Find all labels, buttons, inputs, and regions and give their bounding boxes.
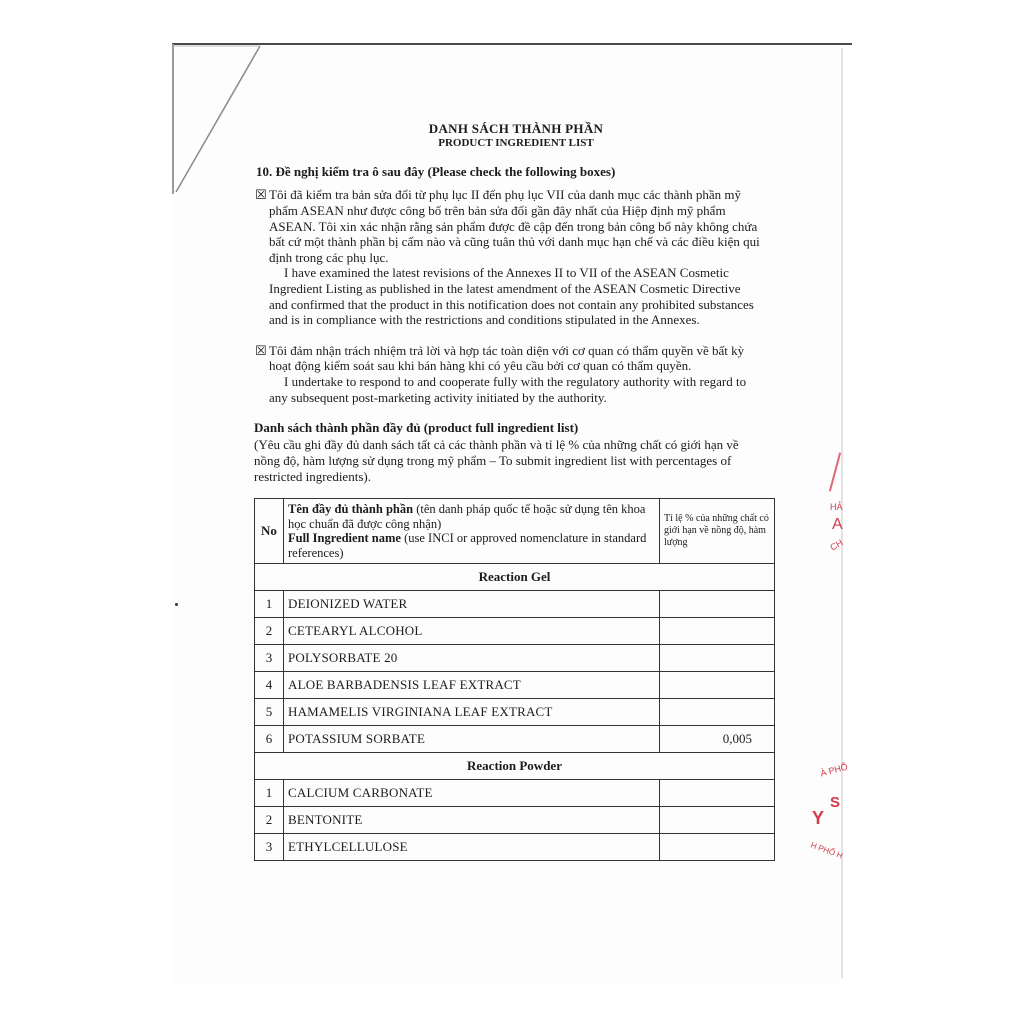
full-list-note-line-1: (Yêu cầu ghi đầy đủ danh sách tất cả các thành phần và tỉ lệ % của những chất có giới hạn về bbox=[254, 437, 739, 452]
check2-vn-line-2: hoạt động kiểm soát sau khi bán hàng khi có yêu cầu bởi cơ quan có thẩm quyền. bbox=[269, 358, 692, 373]
table-row bbox=[255, 807, 775, 834]
full-list-note-line-3: restricted ingredients). bbox=[254, 469, 371, 484]
section-heading: 10. Đề nghị kiểm tra ô sau đây (Please check the following boxes) bbox=[256, 164, 616, 179]
row-no: 2 bbox=[255, 807, 284, 834]
check1-en-line-1: I have examined the latest revisions of the Annexes II to VII of the ASEAN Cosmetic bbox=[284, 265, 729, 280]
header-no: No bbox=[255, 499, 284, 564]
row-no: 3 bbox=[255, 645, 284, 672]
stamp-fragment-5: S bbox=[830, 794, 841, 811]
header-name-en-rest: (use INCI or approved nomenclature in standard references) bbox=[288, 531, 647, 560]
row-ingredient: DEIONIZED WATER bbox=[284, 591, 660, 618]
row-no: 5 bbox=[255, 699, 284, 726]
row-percentage bbox=[660, 618, 775, 645]
check1-en-line-4: and is in compliance with the restrictions and conditions stipulated in the Annexes. bbox=[269, 312, 700, 327]
check1-en-line-3: and confirmed that the product in this notification does not contain any prohibited substances bbox=[269, 297, 754, 312]
table-row bbox=[255, 699, 775, 726]
stamp-fragment-4: À PHỐ bbox=[819, 761, 849, 779]
section-row bbox=[255, 753, 775, 780]
full-list-note-line-2: nồng độ, hàm lượng sử dụng trong mỹ phẩm – To submit ingredient list with percentages of bbox=[254, 453, 732, 468]
row-percentage bbox=[660, 672, 775, 699]
row-no: 1 bbox=[255, 780, 284, 807]
row-percentage bbox=[660, 591, 775, 618]
row-ingredient: POTASSIUM SORBATE bbox=[284, 726, 660, 753]
row-percentage bbox=[660, 807, 775, 834]
title-en: PRODUCT INGREDIENT LIST bbox=[438, 137, 594, 149]
stamp-fragment-1: HẢ bbox=[830, 502, 843, 512]
table-row bbox=[255, 591, 775, 618]
table-header-row bbox=[255, 499, 775, 564]
stamp-fragment-3: CH bbox=[828, 537, 845, 553]
row-no: 6 bbox=[255, 726, 284, 753]
full-list-heading: Danh sách thành phần đầy đủ (product full ingredient list) bbox=[254, 420, 579, 435]
header-name-vn-bold: Tên đầy đủ thành phần bbox=[288, 502, 414, 516]
checkbox-1-icon[interactable]: ☒ bbox=[255, 188, 267, 203]
row-percentage bbox=[660, 780, 775, 807]
row-percentage: 0,005 bbox=[660, 726, 775, 753]
row-percentage bbox=[660, 834, 775, 861]
ingredient-table bbox=[254, 498, 775, 861]
table-row bbox=[255, 672, 775, 699]
check1-vn-line-1: Tôi đã kiểm tra bản sửa đổi từ phụ lục II đến phụ lục VII của danh mục các thành phần mỹ bbox=[269, 187, 741, 202]
checkbox-2-icon[interactable]: ☒ bbox=[255, 344, 267, 359]
header-name-en-bold: Full Ingredient name bbox=[288, 531, 401, 545]
table-row bbox=[255, 726, 775, 753]
stamp-fragment-6: Y bbox=[812, 808, 825, 828]
check2-en-line-2: any subsequent post-marketing activity initiated by the authority. bbox=[269, 390, 607, 405]
row-ingredient: BENTONITE bbox=[284, 807, 660, 834]
stamp-fragment-2: A bbox=[832, 516, 843, 533]
row-percentage bbox=[660, 645, 775, 672]
row-ingredient: CETEARYL ALCOHOL bbox=[284, 618, 660, 645]
row-ingredient: ALOE BARBADENSIS LEAF EXTRACT bbox=[284, 672, 660, 699]
table-row bbox=[255, 618, 775, 645]
row-percentage bbox=[660, 699, 775, 726]
check1-vn-line-2: phẩm ASEAN như được công bố trên bản sửa đổi gần đây nhất của Hiệp định mỹ phẩm bbox=[269, 203, 726, 218]
table-row bbox=[255, 780, 775, 807]
row-no: 4 bbox=[255, 672, 284, 699]
row-ingredient: POLYSORBATE 20 bbox=[284, 645, 660, 672]
title-vn: DANH SÁCH THÀNH PHẦN bbox=[428, 121, 604, 136]
row-no: 1 bbox=[255, 591, 284, 618]
section-title: Reaction Gel bbox=[255, 564, 775, 591]
row-no: 2 bbox=[255, 618, 284, 645]
scan-speck bbox=[175, 603, 178, 606]
section-title: Reaction Powder bbox=[255, 753, 775, 780]
header-ingredient-name bbox=[284, 499, 660, 564]
check2-en-line-1: I undertake to respond to and cooperate fully with the regulatory authority with regard to bbox=[284, 374, 747, 389]
section-row bbox=[255, 564, 775, 591]
stamp-fragment-7: H PHỐ H bbox=[809, 840, 844, 861]
page-edge-right bbox=[841, 48, 843, 978]
table-row bbox=[255, 645, 775, 672]
table-row bbox=[255, 834, 775, 861]
row-ingredient: CALCIUM CARBONATE bbox=[284, 780, 660, 807]
check2-vn-line-1: Tôi đảm nhận trách nhiệm trả lời và hợp tác toàn diện với cơ quan có thẩm quyền về bất kỳ bbox=[269, 343, 745, 358]
row-ingredient: ETHYLCELLULOSE bbox=[284, 834, 660, 861]
row-ingredient: HAMAMELIS VIRGINIANA LEAF EXTRACT bbox=[284, 699, 660, 726]
header-percentage: Tỉ lệ % của những chất có giới hạn về nồng độ, hàm lượng bbox=[660, 499, 775, 564]
check1-vn-line-4: bất cứ một thành phần bị cấm nào và cũng tuân thủ với danh mục hạn chế và các điều kiện qui bbox=[269, 234, 760, 249]
row-no: 3 bbox=[255, 834, 284, 861]
header-name-vn-rest: (tên danh pháp quốc tế hoặc sử dụng tên khoa học chuẩn đã được công nhận) bbox=[288, 502, 646, 531]
check1-en-line-2: Ingredient Listing as published in the latest amendment of the ASEAN Cosmetic Directive bbox=[269, 281, 741, 296]
check1-vn-line-5: định trong các phụ lục. bbox=[269, 250, 389, 265]
check1-vn-line-3: ASEAN. Tôi xin xác nhận rằng sản phẩm được đề cập đến trong bản công bố này không chứa bbox=[269, 219, 758, 234]
page-edge-top bbox=[172, 43, 852, 45]
